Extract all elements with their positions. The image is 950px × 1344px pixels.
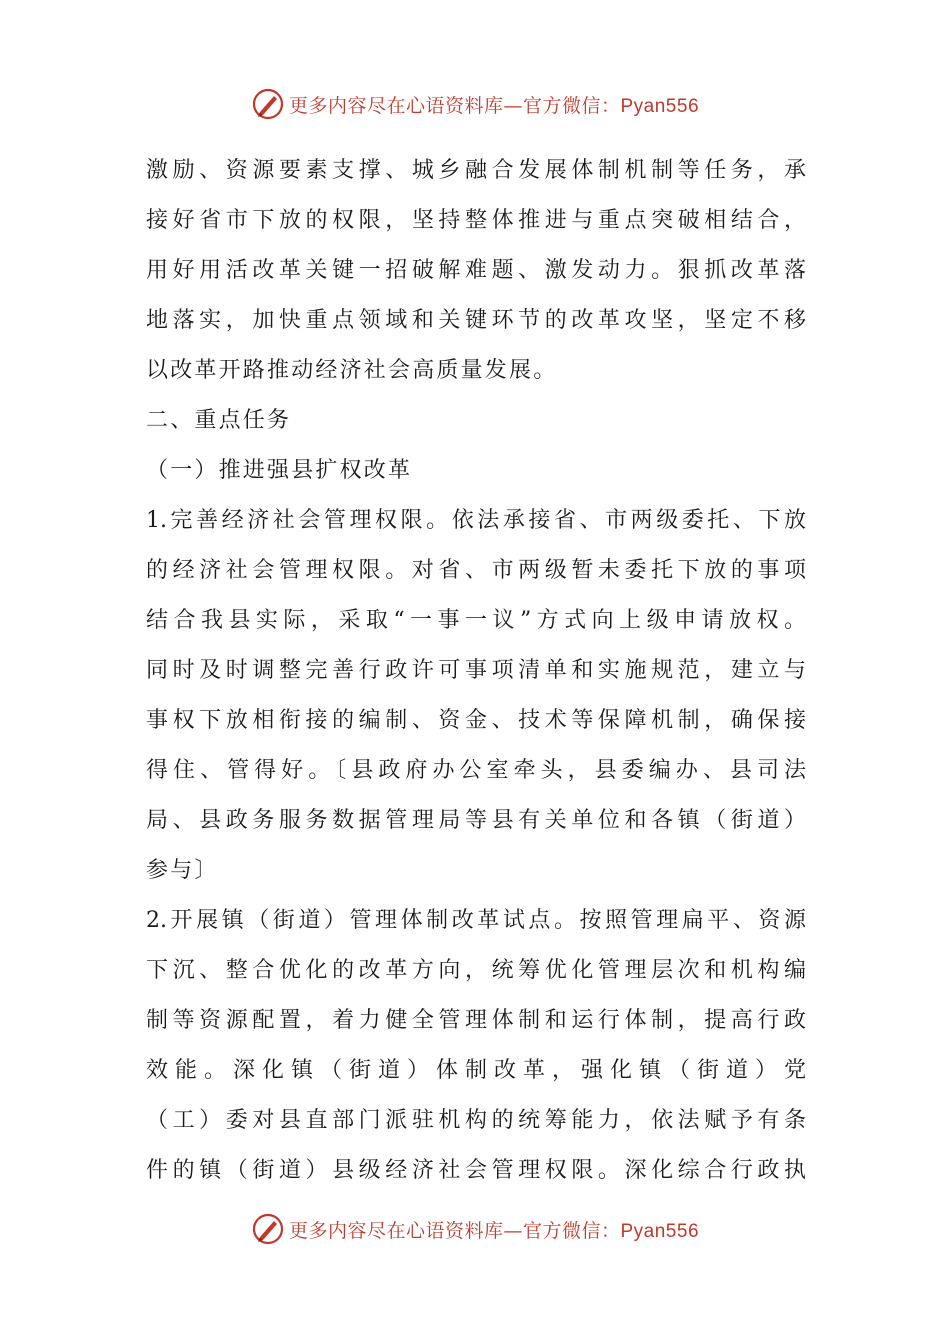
subsection-heading: （一）推进强县扩权改革 [146, 458, 413, 483]
text-line: 的经济社会管理权限。对省、市两级暂未委托下放的事项 [146, 558, 806, 583]
text-line: （工）委对县直部门派驻机构的统筹能力，依法赋予有条 [146, 1108, 806, 1133]
text-line: 效能。深化镇（街道）体制改革，强化镇（街道）党 [146, 1058, 806, 1083]
text-line: 地落实，加快重点领域和关键环节的改革攻坚，坚定不移 [146, 308, 806, 333]
text-line: 1.完善经济社会管理权限。依法承接省、市两级委托、下放 [146, 508, 806, 533]
footer-banner-text: 更多内容尽在心语资料库—官方微信：Pyan556 [288, 1219, 700, 1242]
text-line: 事权下放相衔接的编制、资金、技术等保障机制，确保接 [146, 708, 806, 733]
section-heading: 二、重点任务 [146, 408, 292, 433]
header-banner-text: 更多内容尽在心语资料库—官方微信：Pyan556 [288, 94, 700, 117]
text-line: 激励、资源要素支撑、城乡融合发展体制机制等任务，承 [146, 158, 806, 183]
text-line: 以改革开路推动经济社会高质量发展。 [146, 358, 558, 383]
text-line: 2.开展镇（街道）管理体制改革试点。按照管理扁平、资源 [146, 908, 806, 933]
pen-logo-icon [251, 87, 285, 121]
text-line: 下沉、整合优化的改革方向，统筹优化管理层次和机构编 [146, 958, 806, 983]
document-body [146, 146, 806, 1196]
header-banner [0, 84, 950, 124]
text-line: 接好省市下放的权限，坚持整体推进与重点突破相结合， [146, 208, 806, 233]
text-line: 局、县政务服务数据管理局等县有关单位和各镇（街道） [146, 808, 806, 833]
pen-logo-icon [251, 1212, 285, 1246]
text-line: 制等资源配置，着力健全管理体制和运行体制，提高行政 [146, 1008, 806, 1033]
text-line: 参与〕 [146, 858, 219, 883]
text-line: 得住、管得好。〔县政府办公室牵头，县委编办、县司法 [146, 758, 806, 783]
footer-banner [0, 1209, 950, 1249]
text-line: 同时及时调整完善行政许可事项清单和实施规范，建立与 [146, 658, 806, 683]
text-line: 用好用活改革关键一招破解难题、激发动力。狠抓改革落 [146, 258, 806, 283]
text-line: 件的镇（街道）县级经济社会管理权限。深化综合行政执 [146, 1158, 806, 1183]
text-line: 结合我县实际，采取“一事一议”方式向上级申请放权。 [146, 608, 806, 633]
